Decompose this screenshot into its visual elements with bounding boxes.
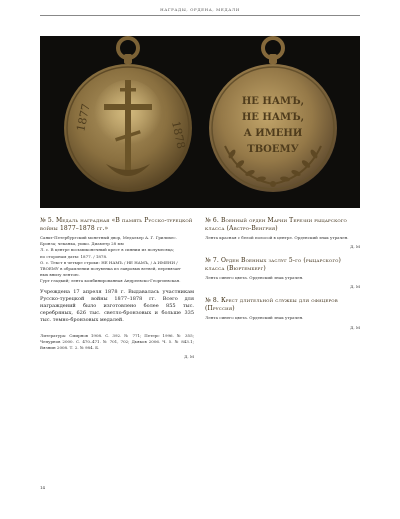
entry-detail: по сторонам даты: 1877. / 1878. — [40, 253, 108, 259]
author-signature: Д. М — [184, 354, 194, 360]
entry-detail: Бронза; чеканка, ушко. Диаметр 28 мм — [40, 241, 124, 247]
entry-detail: Санкт-Петербургский монетный двор, Медальер А. Г. Грилихес. — [40, 235, 177, 240]
entry-title: № 7. Орден Военных заслуг 5-го (рыцарского) класса (Вюртемберг) — [205, 257, 342, 273]
entry-detail: О. с. Текст в четыре строки: НЕ НАМЪ / НЕ НАМЪ, / А ИМЕНИ / — [40, 259, 178, 265]
entry-detail: Лента красная с белой полосой в центре. Орденский знак утрачен. — [205, 235, 349, 240]
date-right: 1878 — [169, 119, 188, 151]
running-title: НАГРАДЫ, ОРДЕНА, МЕДАЛИ — [160, 7, 240, 12]
entry-detail: ТВОЕМУ в обрамлении полувенка из лавровых ветвей, перевязан- — [40, 266, 182, 272]
header-rule — [40, 15, 360, 16]
author-signature: Д. М — [350, 244, 360, 250]
inscription-line: А ИМЕНИ — [243, 128, 303, 139]
entry-6 — [205, 217, 360, 249]
entry-detail: Гурт гладкий; лента комбинированная Андреевско-Георгиевская. — [40, 278, 181, 284]
entry-7 — [205, 257, 360, 289]
entry-8 — [205, 297, 360, 329]
medal-illustration — [40, 36, 360, 208]
author-signature: Д. М — [350, 324, 360, 330]
entry-detail: ных внизу лентою. — [40, 272, 80, 278]
medal-loop-neck — [269, 54, 277, 64]
inscription-line: НЕ НАМЪ, — [241, 96, 305, 107]
entry-body: Учреждена 17 апреля 1878 г. Выдавалась участникам Русско-турецкой войны 1877–1878 гг. Всего для награждений было изготовлено более 855 тыс. серебряных, 626 тыс. светло-бронзовых и больше 335 тыс. темно-бронзовых медалей. — [40, 288, 194, 324]
medal-obverse — [64, 38, 192, 192]
entry-detail: Лента синего цвета. Орденский знак утрачен. — [205, 315, 304, 321]
medal-loop-neck — [124, 54, 132, 64]
entry-title: № 6. Военный орден Марии Терезии рыцарского класса (Австро-Венгрия) — [205, 217, 347, 232]
entry-detail: Лента синего цвета. Орденский знак утрачен. — [205, 275, 304, 281]
entry-detail: Л. с. В центре восьмиконечный крест в сиянии из полумесяца; — [40, 247, 175, 253]
date-left: 1877 — [74, 102, 93, 133]
page-number: 14 — [40, 485, 46, 490]
entry-title: № 5. Медаль наградная «В память Русско-турецкой войны 1877–1878 гг.» — [40, 217, 193, 232]
literature-references: Литература: Смирнов 1908. С. 392. № 771; Петерс 1996. № 355; Чепурнов 2000. С. 470–471. № 701, 702; Дьяков 2006. Ч. 5. № 843.1; Вязнин 2008. Т. 2. № 984. Б. — [40, 332, 194, 351]
inscription-line: НЕ НАМЪ, — [241, 112, 305, 123]
entry-title: № 8. Крест длительной службы для офицеров (Пруссия) — [205, 297, 338, 313]
entry-5 — [40, 217, 194, 359]
right-column — [205, 217, 360, 338]
inscription-line: ТВОЕМУ — [247, 144, 299, 155]
author-signature: Д. М — [350, 284, 360, 290]
medal-photograph — [40, 36, 360, 208]
medal-reverse — [209, 38, 337, 192]
